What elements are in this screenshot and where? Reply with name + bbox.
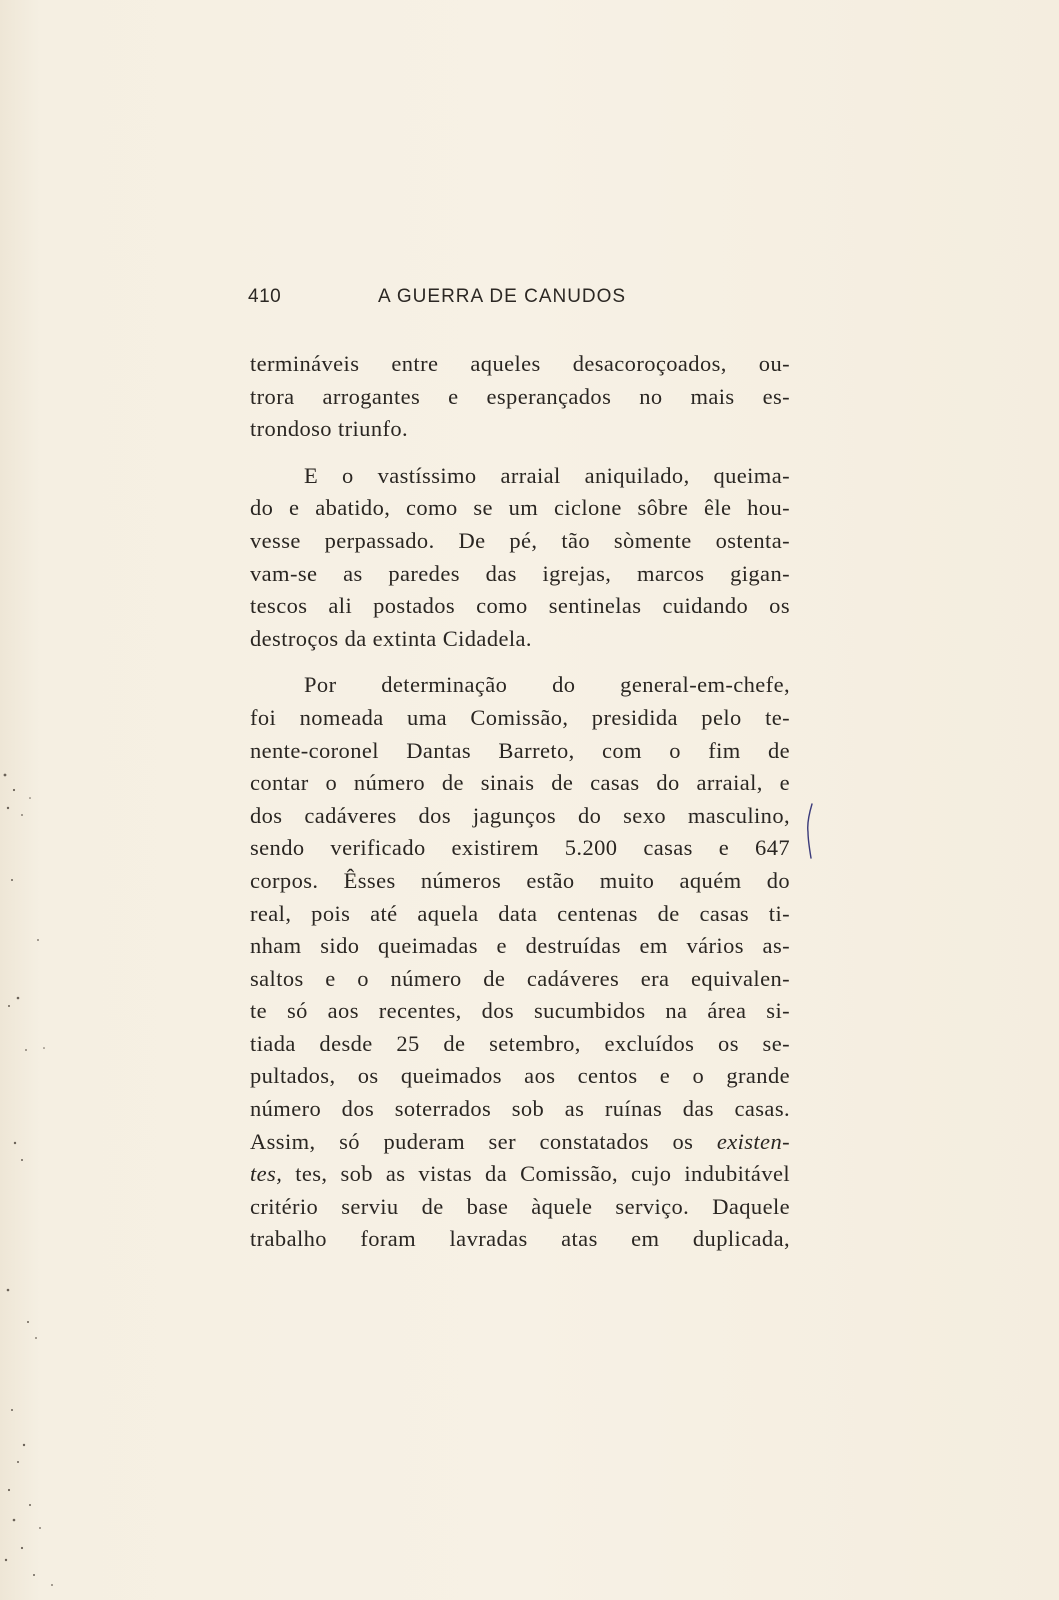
running-title: A GUERRA DE CANUDOS [378,286,627,307]
text-segment: tes, sob as vistas da Comissão, cujo indubitável [295,1161,791,1187]
text-line: sendo verificado existirem 5.200 casas e 647 [250,835,790,861]
text-line: dos cadáveres dos jagunços do sexo masculino, [250,802,790,828]
text-line: tescos ali postados como sentinelas cuidando os [250,593,790,619]
page-edge-specks [0,0,90,1600]
margin-pencil-mark [806,802,814,860]
text-line-with-italic [250,1158,790,1191]
text-line: número dos soterrados sob as ruínas das casas. [250,1096,790,1122]
page-header [248,286,788,310]
text-line: corpos. Êsses números estão muito aquém do [250,867,790,893]
text-line: destroços da extinta Cidadela. [250,625,532,651]
text-line: nente-coronel Dantas Barreto, com o fim de [250,737,790,763]
text-line: tiada desde 25 de setembro, excluídos os se- [250,1030,790,1056]
text-line: real, pois até aquela data centenas de casas ti- [250,900,790,926]
text-segment: Assim, só puderam ser constatados os [250,1128,694,1154]
text-line: critério serviu de base àquele serviço. Daquele [250,1193,790,1219]
italic-word: tes, [250,1161,283,1187]
text-line: foi nomeada uma Comissão, presidida pelo te- [250,704,790,730]
text-line: trabalho foram lavradas atas em duplicada, [250,1226,790,1252]
page-number: 410 [248,286,282,307]
text-line: trora arrogantes e esperançados no mais es- [250,383,790,409]
text-line: trondoso triunfo. [250,416,409,442]
text-line: saltos e o número de cadáveres era equivalen- [250,965,790,991]
text-line: E o vastíssimo arraial aniquilado, queima- [304,462,790,488]
text-line: vam-se as paredes das igrejas, marcos gigan- [250,560,790,586]
body-text [250,348,790,1256]
text-line: Por determinação do general-em-chefe, [304,672,790,698]
text-line: vesse perpassado. De pé, tão sòmente ostenta- [250,527,790,553]
text-line-with-italic [250,1126,790,1159]
text-line: nham sido queimadas e destruídas em vários as- [250,933,790,959]
text-line: termináveis entre aqueles desacoroçoados, ou- [250,351,790,376]
text-line: te só aos recentes, dos sucumbidos na área si- [250,998,790,1024]
italic-word: existen- [716,1128,790,1154]
text-line: pultados, os queimados aos centos e o grande [250,1063,790,1089]
text-line: do e abatido, como se um ciclone sôbre êle hou- [250,495,790,521]
text-line: contar o número de sinais de casas do arraial, e [250,770,790,796]
